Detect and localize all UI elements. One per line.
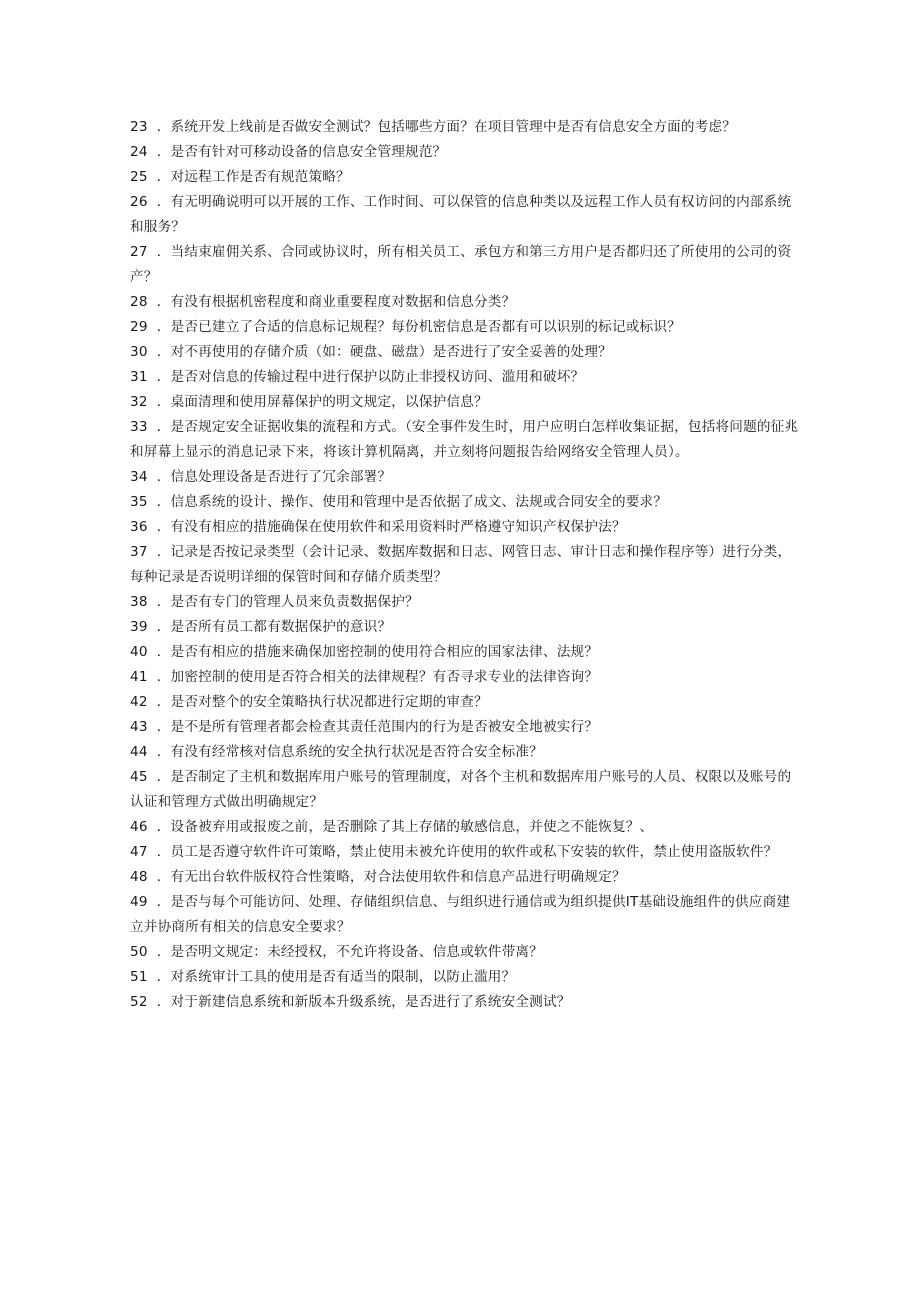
list-item (130, 940, 802, 965)
list-item (130, 590, 802, 615)
item-text: ．有无明确说明可以开展的工作、工作时间、可以保管的信息种类以及远程工作人员有权访问的内部系统和服务？ (130, 194, 792, 235)
list-item (130, 865, 802, 890)
list-item (130, 140, 802, 165)
item-text: ．是否对信息的传输过程中进行保护以防止非授权访问、滥用和破坏？ (156, 369, 585, 385)
item-number: 45 (130, 769, 148, 785)
item-text: ．设备被弃用或报废之前，是否删除了其上存储的敏感信息，并使之不能恢复？、 (156, 819, 654, 835)
list-item (130, 815, 802, 840)
item-text: ．信息处理设备是否进行了冗余部署？ (156, 469, 392, 485)
item-number: 29 (130, 319, 148, 335)
item-text: ．系统开发上线前是否做安全测试？包括哪些方面？在项目管理中是否有信息安全方面的考虑？ (156, 119, 737, 135)
list-item (130, 340, 802, 365)
item-number: 39 (130, 619, 148, 635)
item-text: ．桌面清理和使用屏幕保护的明文规定，以保护信息？ (156, 394, 488, 410)
item-number: 43 (130, 719, 148, 735)
list-item (130, 365, 802, 390)
item-number: 26 (130, 194, 148, 210)
item-number: 37 (130, 544, 148, 560)
item-number: 27 (130, 244, 148, 260)
list-item (130, 290, 802, 315)
list-item (130, 165, 802, 190)
item-number: 38 (130, 594, 148, 610)
item-text: ．对系统审计工具的使用是否有适当的限制，以防止滥用？ (156, 969, 516, 985)
item-number: 46 (130, 819, 148, 835)
item-text: ．是否有相应的措施来确保加密控制的使用符合相应的国家法律、法规？ (156, 644, 599, 660)
item-text: ．是否明文规定：未经授权，不允许将设备、信息或软件带离？ (156, 944, 543, 960)
list-item (130, 315, 802, 340)
list-item (130, 765, 802, 815)
item-text: ．是否有专门的管理人员来负责数据保护？ (156, 594, 419, 610)
item-text: ．是否规定安全证据收集的流程和方式。（安全事件发生时，用户应明白怎样收集证据，包括将问题的征兆和屏幕上显示的消息记录下来，将该计算机隔离，并立刻将问题报告给网络安全管理人员）。 (130, 419, 799, 460)
item-number: 48 (130, 869, 148, 885)
list-item (130, 840, 802, 865)
item-number: 36 (130, 519, 148, 535)
question-list (130, 115, 802, 1015)
item-number: 49 (130, 894, 148, 910)
item-text: ．有没有相应的措施确保在使用软件和采用资料时严格遵守知识产权保护法？ (156, 519, 626, 535)
item-text: ．当结束雇佣关系、合同或协议时，所有相关员工、承包方和第三方用户是否都归还了所使用的公司的资产？ (130, 244, 792, 285)
item-number: 50 (130, 944, 148, 960)
item-number: 24 (130, 144, 148, 160)
item-number: 52 (130, 994, 148, 1010)
list-item (130, 990, 802, 1015)
item-text: ．有没有经常核对信息系统的安全执行状况是否符合安全标准？ (156, 744, 543, 760)
list-item (130, 640, 802, 665)
item-number: 31 (130, 369, 148, 385)
item-text: ．对于新建信息系统和新版本升级系统，是否进行了系统安全测试？ (156, 994, 571, 1010)
item-text: ．对远程工作是否有规范策略？ (156, 169, 350, 185)
item-text: ．是否对整个的安全策略执行状况都进行定期的审查？ (156, 694, 488, 710)
item-text: ．是不是所有管理者都会检查其责任范围内的行为是否被安全地被实行？ (156, 719, 599, 735)
list-item (130, 415, 802, 465)
item-text: ．是否已建立了合适的信息标记规程？每份机密信息是否都有可以识别的标记或标识？ (156, 319, 681, 335)
item-number: 23 (130, 119, 148, 135)
list-item (130, 240, 802, 290)
list-item (130, 190, 802, 240)
list-item (130, 890, 802, 940)
list-item (130, 540, 802, 590)
item-number: 25 (130, 169, 148, 185)
item-text: ．是否制定了主机和数据库用户账号的管理制度，对各个主机和数据库用户账号的人员、权限以及账号的认证和管理方式做出明确规定？ (130, 769, 792, 810)
list-item (130, 115, 802, 140)
item-number: 41 (130, 669, 148, 685)
item-number: 47 (130, 844, 148, 860)
item-number: 28 (130, 294, 148, 310)
item-number: 32 (130, 394, 148, 410)
item-text: ．对不再使用的存储介质（如：硬盘、磁盘）是否进行了安全妥善的处理？ (156, 344, 612, 360)
item-number: 44 (130, 744, 148, 760)
list-item (130, 615, 802, 640)
list-item (130, 715, 802, 740)
item-number: 42 (130, 694, 148, 710)
item-text: ．记录是否按记录类型（会计记录、数据库数据和日志、网管日志、审计日志和操作程序等）进行分类，每种记录是否说明详细的保管时间和存储介质类型？ (130, 544, 792, 585)
item-text: ．员工是否遵守软件许可策略，禁止使用未被允许使用的软件或私下安装的软件，禁止使用盗版软件？ (156, 844, 778, 860)
item-number: 51 (130, 969, 148, 985)
item-text: ．有无出台软件版权符合性策略，对合法使用软件和信息产品进行明确规定？ (156, 869, 626, 885)
list-item (130, 465, 802, 490)
item-number: 40 (130, 644, 148, 660)
item-text: ．是否有针对可移动设备的信息安全管理规范？ (156, 144, 447, 160)
list-item (130, 390, 802, 415)
list-item (130, 665, 802, 690)
item-number: 35 (130, 494, 148, 510)
list-item (130, 965, 802, 990)
item-number: 34 (130, 469, 148, 485)
item-text: ．加密控制的使用是否符合相关的法律规程？有否寻求专业的法律咨询？ (156, 669, 599, 685)
list-item (130, 490, 802, 515)
item-text: ．是否所有员工都有数据保护的意识？ (156, 619, 392, 635)
list-item (130, 690, 802, 715)
item-text: ．信息系统的设计、操作、使用和管理中是否依据了成文、法规或合同安全的要求？ (156, 494, 668, 510)
item-text: ．是否与每个可能访问、处理、存储组织信息、与组织进行通信或为组织提供IT基础设施组件的供应商建立并协商所有相关的信息安全要求？ (130, 894, 791, 935)
list-item (130, 515, 802, 540)
item-number: 33 (130, 419, 148, 435)
item-text: ．有没有根据机密程度和商业重要程度对数据和信息分类？ (156, 294, 516, 310)
item-number: 30 (130, 344, 148, 360)
list-item (130, 740, 802, 765)
